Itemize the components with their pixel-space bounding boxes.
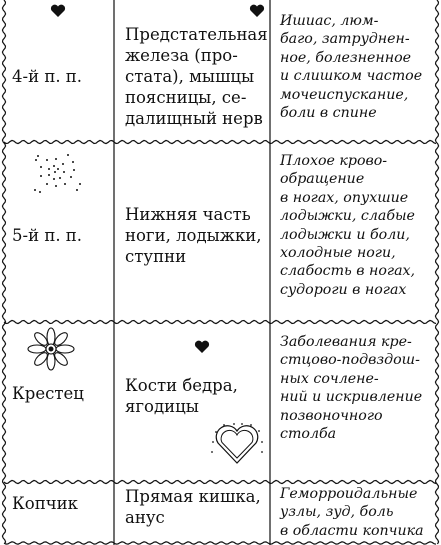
symptoms-line: узлы, зуд, боль	[280, 504, 394, 521]
symptoms-line: лодыжки и боли,	[280, 226, 410, 243]
symptoms-line: в области копчика	[280, 522, 424, 539]
organs-line: ступни	[125, 247, 187, 266]
organs-text	[125, 486, 268, 528]
segment-label: Крестец	[12, 384, 84, 403]
symptoms-text	[280, 152, 435, 299]
symptoms-line: ное, болезненное	[280, 49, 412, 66]
symptoms-line: лодыжки, слабые	[280, 208, 415, 225]
symptoms-cell	[270, 322, 437, 482]
table-row	[0, 482, 441, 545]
organs-line: Предстательная	[125, 25, 268, 44]
organs-line: далищный нерв	[125, 109, 263, 128]
symptoms-line: слабость в ногах,	[280, 263, 416, 280]
organs-line: Кости бедра,	[125, 376, 238, 395]
flower-icon	[24, 326, 78, 372]
symptoms-line: Плохое крово-	[280, 153, 388, 169]
symptoms-line: Заболевания кре-	[280, 334, 412, 350]
heart-icon	[50, 4, 66, 18]
dotted-spiral-icon	[28, 148, 84, 198]
symptoms-line: столба	[280, 426, 337, 443]
symptoms-line: боли в спине	[280, 105, 377, 122]
outline-heart-icon	[209, 420, 265, 468]
symptoms-line: холодные ноги,	[280, 245, 396, 262]
symptoms-line: ний и искривление	[280, 389, 423, 406]
segment-label: 4-й п. п.	[12, 67, 83, 86]
symptoms-line: стцово-подвздош-	[280, 352, 420, 369]
segment-cell	[4, 0, 114, 142]
symptoms-line: ных сочлене-	[280, 370, 379, 387]
heart-icon	[194, 340, 210, 354]
organs-text	[125, 24, 268, 129]
segment-cell	[4, 482, 114, 545]
segment-label: Копчик	[12, 494, 78, 513]
organs-line: ноги, лодыжки,	[125, 226, 262, 245]
symptoms-line: баго, затруднен-	[280, 31, 410, 48]
symptoms-text	[280, 333, 435, 443]
organs-line: ягодицы	[125, 397, 199, 416]
symptoms-line: позвоночного	[280, 407, 383, 424]
organs-line: стата), мышцы	[125, 67, 255, 86]
symptoms-cell	[270, 482, 437, 545]
table-row	[0, 0, 441, 142]
organs-text	[125, 204, 268, 267]
organs-line: Прямая кишка,	[125, 487, 261, 506]
symptoms-text	[280, 12, 435, 122]
organs-cell	[114, 142, 270, 322]
symptoms-line: Ишиас, люм-	[280, 13, 379, 29]
segment-label: 5-й п. п.	[12, 226, 83, 245]
organs-cell	[114, 482, 270, 545]
organs-cell	[114, 0, 270, 142]
organs-line: Нижняя часть	[125, 205, 251, 224]
symptoms-line: обращение	[280, 171, 365, 188]
organs-text	[125, 375, 268, 417]
symptoms-text	[280, 485, 435, 540]
organs-line: железа (про-	[125, 46, 238, 65]
symptoms-line: судороги в ногах	[280, 281, 407, 298]
symptoms-line: Геморроидальные	[280, 486, 418, 502]
symptoms-line: мочеиспускание,	[280, 86, 409, 103]
organs-line: анус	[125, 508, 165, 527]
organs-line: поясницы, се-	[125, 88, 247, 107]
symptoms-cell	[270, 0, 437, 142]
symptoms-line: в ногах, опухшие	[280, 189, 409, 206]
heart-icon	[249, 4, 265, 18]
symptoms-cell	[270, 142, 437, 322]
symptoms-line: и слишком частое	[280, 68, 423, 85]
